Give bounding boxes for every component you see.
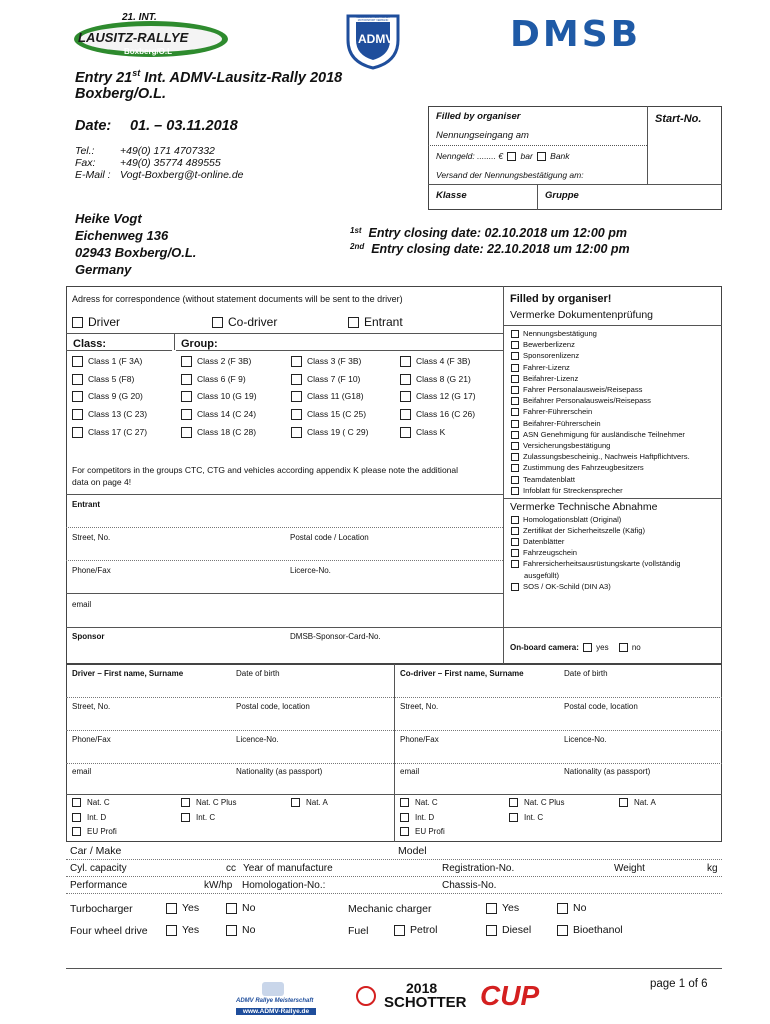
licence-type-checkbox[interactable] <box>400 813 409 822</box>
doc-check-item[interactable]: Sponsorenlizenz <box>511 351 579 360</box>
tech-checkbox[interactable] <box>511 583 519 591</box>
entrant-checkbox[interactable] <box>348 317 359 328</box>
class-checkbox[interactable] <box>291 409 302 420</box>
page-number: page 1 of 6 <box>650 978 708 990</box>
doc-check-item[interactable]: Bewerberlizenz <box>511 340 575 349</box>
class-note: For competitors in the groups CTC, CTG and vehicles according appendix K please note the additional data on page 4! <box>72 465 459 487</box>
lausitz-logo-main: LAUSITZ-RALLYE <box>78 30 189 45</box>
licence-type-checkbox[interactable] <box>72 827 81 836</box>
footer-divider <box>66 968 722 969</box>
fourwd-yes-checkbox[interactable] <box>166 925 177 936</box>
class-option[interactable]: Class 2 (F 3B) <box>181 356 251 367</box>
turbo-no-checkbox[interactable] <box>226 903 237 914</box>
class-checkbox[interactable] <box>72 427 83 438</box>
class-checkbox[interactable] <box>400 427 411 438</box>
mech-no-checkbox[interactable] <box>557 903 568 914</box>
sponsor-label: Sponsor <box>72 632 105 641</box>
licence-type-checkbox[interactable] <box>619 798 628 807</box>
doc-check-item[interactable]: ASN Genehmigung für ausländische Teilnehmer <box>511 430 685 439</box>
cup-emblem-icon <box>352 982 380 1010</box>
class-checkbox[interactable] <box>181 427 192 438</box>
tech-cont: ausgefüllt) <box>524 571 560 580</box>
licence-type-checkbox[interactable] <box>400 827 409 836</box>
class-checkbox[interactable] <box>181 391 192 402</box>
doc-check-item[interactable]: Fahrer-Führerschein <box>511 407 592 416</box>
bank-checkbox[interactable] <box>537 152 546 161</box>
doc-checkbox[interactable] <box>511 420 519 428</box>
driver-licence-type[interactable]: Nat. C <box>72 798 110 807</box>
doc-checkbox[interactable] <box>511 397 519 405</box>
class-option[interactable]: Class 7 (F 10) <box>291 374 360 385</box>
class-checkbox[interactable] <box>181 409 192 420</box>
lausitz-rally-logo <box>72 12 230 60</box>
doc-checkbox[interactable] <box>511 330 519 338</box>
doc-checkbox[interactable] <box>511 431 519 439</box>
address-city: 02943 Boxberg/O.L. <box>75 245 197 260</box>
org-nenngeld: Nenngeld: ........ € bar Bank <box>436 151 570 161</box>
address-block <box>75 210 196 278</box>
doc-checkbox[interactable] <box>511 442 519 450</box>
lausitz-logo-top: 21. INT. <box>122 12 157 23</box>
mech-label: Mechanic charger <box>348 903 432 915</box>
org-versand: Versand der Nennungsbestätigung am: <box>436 170 584 180</box>
turbo-label: Turbocharger <box>70 903 133 915</box>
doc-checkbox[interactable] <box>511 352 519 360</box>
doc-check-item[interactable]: Fahrer-Lizenz <box>511 363 570 372</box>
schotter-cup-logo: 2018 SCHOTTER CUP <box>356 980 556 1020</box>
turbo-yes[interactable]: Yes <box>166 902 199 914</box>
class-checkbox[interactable] <box>400 391 411 402</box>
tech-check-item[interactable]: Zertifikat der Sicherheitszelle (Käfig) <box>511 526 645 535</box>
dmsb-logo: DMSB <box>510 14 642 55</box>
driver-name-label: Driver – First name, Surname <box>72 669 184 678</box>
class-option[interactable]: Class K <box>400 427 445 438</box>
codriver-checkbox[interactable] <box>212 317 223 328</box>
tech-check-item[interactable]: Fahrzeugschein <box>511 548 577 557</box>
class-option[interactable]: Class 8 (G 21) <box>400 374 471 385</box>
tech-check-item[interactable]: Fahrersicherheitsausrüstungskarte (vollständig <box>511 559 680 568</box>
fourwd-no[interactable]: No <box>226 924 255 936</box>
class-option[interactable]: Class 4 (F 3B) <box>400 356 470 367</box>
class-checkbox[interactable] <box>291 374 302 385</box>
licence-type-checkbox[interactable] <box>181 798 190 807</box>
codriver-licence-type[interactable]: Nat. A <box>619 798 656 807</box>
doc-check-item[interactable]: Nennungsbestätigung <box>511 329 597 338</box>
class-checkbox[interactable] <box>72 391 83 402</box>
codriver-licence-type[interactable]: Nat. C Plus <box>509 798 564 807</box>
mech-yes-checkbox[interactable] <box>486 903 497 914</box>
entrant-phone: Phone/Fax <box>72 566 111 575</box>
bioethanol-checkbox[interactable] <box>557 925 568 936</box>
tech-checkbox[interactable] <box>511 527 519 535</box>
tech-checkbox[interactable] <box>511 549 519 557</box>
tech-checkbox[interactable] <box>511 538 519 546</box>
org-start-no: Start-No. <box>655 113 702 125</box>
docs-subtitle: Vermerke Dokumentenprüfung <box>510 309 653 321</box>
fax-value: +49(0) 35774 489555 <box>120 157 221 169</box>
class-checkbox[interactable] <box>181 356 192 367</box>
kg-label: kg <box>707 863 718 874</box>
car-model-label: Model <box>398 845 427 857</box>
doc-checkbox[interactable] <box>511 375 519 383</box>
homol-label: Homologation-No.: <box>242 880 326 891</box>
entry-title: Entry 21st Int. ADMV-Lausitz-Rally 2018 <box>75 68 343 86</box>
driver-street: Street, No. <box>72 702 111 711</box>
class-checkbox[interactable] <box>72 356 83 367</box>
fuel-diesel[interactable]: Diesel <box>486 924 531 936</box>
turbo-yes-checkbox[interactable] <box>166 903 177 914</box>
admv-logo <box>344 12 402 70</box>
class-checkbox[interactable] <box>400 409 411 420</box>
doc-checkbox[interactable] <box>511 476 519 484</box>
driver-licence-type[interactable]: Int. C <box>181 813 215 822</box>
driver-licence-type[interactable]: EU Profi <box>72 827 117 836</box>
class-option[interactable]: Class 19 ( C 29) <box>291 427 368 438</box>
cc-label: cc <box>226 863 236 874</box>
doc-checkbox[interactable] <box>511 386 519 394</box>
doc-check-item[interactable]: Fahrer Personalausweis/Reisepass <box>511 385 642 394</box>
doc-check-item[interactable]: Infoblatt für Streckensprecher <box>511 486 623 495</box>
entrant-postal: Postal code / Location <box>290 533 369 542</box>
class-option[interactable]: Class 17 (C 27) <box>72 427 147 438</box>
doc-check-item[interactable]: Zustimmung des Fahrzeugbesitzers <box>511 463 644 472</box>
class-checkbox[interactable] <box>400 374 411 385</box>
class-option[interactable]: Class 11 (G18) <box>291 391 364 402</box>
reg-label: Registration-No. <box>442 863 515 874</box>
doc-check-item[interactable]: Teamdatenblatt <box>511 475 575 484</box>
org-klasse: Klasse <box>436 190 467 201</box>
driver-postal: Postal code, location <box>236 702 310 711</box>
sponsor-card: DMSB-Sponsor-Card-No. <box>290 632 381 641</box>
address-street: Eichenweg 136 <box>75 228 169 243</box>
address-country: Germany <box>75 262 132 277</box>
kwhp-label: kW/hp <box>204 880 233 891</box>
class-option[interactable]: Class 6 (F 9) <box>181 374 246 385</box>
class-option[interactable]: Class 13 (C 23) <box>72 409 147 420</box>
camera-yes-checkbox[interactable] <box>583 643 592 652</box>
codriver-licence-type[interactable]: EU Profi <box>400 827 445 836</box>
class-option[interactable]: Class 5 (F8) <box>72 374 134 385</box>
corr-codriver[interactable]: Co-driver <box>212 315 277 329</box>
driver-licence-type[interactable]: Int. D <box>72 813 106 822</box>
driver-licence-type[interactable]: Nat. C Plus <box>181 798 236 807</box>
tel-value: +49(0) 171 4707332 <box>120 145 215 157</box>
licence-type-checkbox[interactable] <box>181 813 190 822</box>
licence-type-checkbox[interactable] <box>72 813 81 822</box>
class-checkbox[interactable] <box>291 391 302 402</box>
licence-type-checkbox[interactable] <box>509 798 518 807</box>
year-label: Year of manufacture <box>243 863 333 874</box>
entry-subtitle: Boxberg/O.L. <box>75 86 167 102</box>
codriver-licence-type[interactable]: Int. C <box>509 813 543 822</box>
date-value: 01. – 03.11.2018 <box>130 118 238 134</box>
class-checkbox[interactable] <box>291 427 302 438</box>
driver-phone: Phone/Fax <box>72 735 111 744</box>
licence-type-checkbox[interactable] <box>72 798 81 807</box>
class-option[interactable]: Class 3 (F 3B) <box>291 356 361 367</box>
class-checkbox[interactable] <box>72 374 83 385</box>
email-value: Vogt-Boxberg@t-online.de <box>120 169 244 181</box>
codriver-postal: Postal code, location <box>564 702 638 711</box>
codriver-street: Street, No. <box>400 702 439 711</box>
doc-check-item[interactable]: Beifahrer Personalausweis/Reisepass <box>511 396 651 405</box>
class-option[interactable]: Class 10 (G 19) <box>181 391 257 402</box>
codriver-email: email <box>400 767 420 776</box>
driver-nationality: Nationality (as passport) <box>236 767 323 776</box>
doc-checkbox[interactable] <box>511 464 519 472</box>
cyl-label: Cyl. capacity <box>70 863 127 874</box>
admv-logo-ring: ALLGEMEINER DEUTSCHER MOTORSPORT VERBAND <box>355 16 391 22</box>
driver-checkbox[interactable] <box>72 317 83 328</box>
doc-checkbox[interactable] <box>511 341 519 349</box>
diesel-checkbox[interactable] <box>486 925 497 936</box>
org-nennungseingang: Nennungseingang am <box>436 130 529 141</box>
tech-check-item[interactable]: SOS / OK-Schild (DIN A3) <box>511 582 611 591</box>
licence-type-checkbox[interactable] <box>291 798 300 807</box>
car-make-label: Car / Make <box>70 845 122 857</box>
driver-licence: Licence-No. <box>236 735 279 744</box>
codriver-licence-type[interactable]: Nat. C <box>400 798 438 807</box>
licence-type-checkbox[interactable] <box>400 798 409 807</box>
doc-check-item[interactable]: Beifahrer-Führerschein <box>511 419 601 428</box>
fourwd-yes[interactable]: Yes <box>166 924 199 936</box>
entrant-street: Street, No. <box>72 533 111 542</box>
driver-email: email <box>72 767 92 776</box>
codriver-dob-label: Date of birth <box>564 669 608 678</box>
fuel-petrol[interactable]: Petrol <box>394 924 437 936</box>
class-option[interactable]: Class 16 (C 26) <box>400 409 475 420</box>
group-label: Group: <box>181 338 218 350</box>
email-label: E-Mail : <box>75 169 111 181</box>
class-label: Class: <box>73 338 107 350</box>
class-option[interactable]: Class 18 (C 28) <box>181 427 256 438</box>
admv-logo-text: ADMV <box>358 32 394 46</box>
doc-checkbox[interactable] <box>511 453 519 461</box>
tech-checkbox[interactable] <box>511 560 519 568</box>
entrant-licence: Licerce-No. <box>290 566 331 575</box>
mech-no[interactable]: No <box>557 902 586 914</box>
weight-label: Weight <box>614 863 645 874</box>
driver-dob-label: Date of birth <box>236 669 280 678</box>
class-option[interactable]: Class 1 (F 3A) <box>72 356 142 367</box>
tel-label: Tel.: <box>75 145 95 157</box>
turbo-no[interactable]: No <box>226 902 255 914</box>
chassis-label: Chassis-No. <box>442 880 497 891</box>
class-option[interactable]: Class 9 (G 20) <box>72 391 143 402</box>
corr-entrant[interactable]: Entrant <box>348 315 403 329</box>
tech-title: Vermerke Technische Abnahme <box>510 501 658 513</box>
fourwd-label: Four wheel drive <box>70 925 148 937</box>
correspondence-label: Adress for correspondence (without statement documents will be sent to the driver) <box>72 294 403 304</box>
class-checkbox[interactable] <box>400 356 411 367</box>
doc-check-item[interactable]: Zulassungsbescheinig., Nachweis Haftpflichtvers. <box>511 452 690 461</box>
fuel-label: Fuel <box>348 925 369 937</box>
class-checkbox[interactable] <box>291 356 302 367</box>
corr-driver[interactable]: Driver <box>72 315 120 329</box>
codriver-name-label: Co-driver – First name, Surname <box>400 669 524 678</box>
codriver-licence-type[interactable]: Int. D <box>400 813 434 822</box>
mech-yes[interactable]: Yes <box>486 902 519 914</box>
doc-checkbox[interactable] <box>511 408 519 416</box>
driver-licence-type[interactable]: Nat. A <box>291 798 328 807</box>
entrant-label: Entrant <box>72 500 100 509</box>
fuel-bio[interactable]: Bioethanol <box>557 924 623 936</box>
doc-checkbox[interactable] <box>511 364 519 372</box>
class-option[interactable]: Class 14 (C 24) <box>181 409 256 420</box>
camera-row: On-board camera: yes no <box>510 643 641 652</box>
doc-check-item[interactable]: Beifahrer-Lizenz <box>511 374 578 383</box>
address-name: Heike Vogt <box>75 211 142 226</box>
closing-date-1: $^{1st}$ Entry closing date: 02.10.2018 um 12:00 pm <box>350 226 627 240</box>
docs-title: Filled by organiser! <box>510 293 612 305</box>
codriver-licence: Licence-No. <box>564 735 607 744</box>
tech-check-item[interactable]: Datenblätter <box>511 537 564 546</box>
class-checkbox[interactable] <box>72 409 83 420</box>
licence-type-checkbox[interactable] <box>509 813 518 822</box>
lausitz-logo-bottom: Boxberg/O.L <box>124 47 173 56</box>
closing-date-2: $^{2nd}$ Entry closing date: 22.10.2018 um 12:00 pm <box>350 242 630 256</box>
org-gruppe: Gruppe <box>545 190 579 201</box>
tech-check-item[interactable]: Homologationsblatt (Original) <box>511 515 621 524</box>
class-option[interactable]: Class 12 (G 17) <box>400 391 476 402</box>
codriver-phone: Phone/Fax <box>400 735 439 744</box>
fourwd-no-checkbox[interactable] <box>226 925 237 936</box>
date-label: Date: <box>75 118 112 134</box>
org-filled-by: Filled by organiser <box>436 111 521 122</box>
fax-label: Fax: <box>75 157 96 169</box>
doc-checkbox[interactable] <box>511 487 519 495</box>
doc-check-item[interactable]: Versicherungsbestätigung <box>511 441 610 450</box>
petrol-checkbox[interactable] <box>394 925 405 936</box>
bar-checkbox[interactable] <box>507 152 516 161</box>
class-checkbox[interactable] <box>181 374 192 385</box>
class-option[interactable]: Class 15 (C 25) <box>291 409 366 420</box>
entrant-email: email <box>72 600 92 609</box>
codriver-nationality: Nationality (as passport) <box>564 767 651 776</box>
camera-no-checkbox[interactable] <box>619 643 628 652</box>
performance-label: Performance <box>70 880 128 891</box>
tech-checkbox[interactable] <box>511 516 519 524</box>
admv-meister-logo: ADMV Rallye Meisterschaft www.ADMV-Rallye.de <box>236 982 316 1020</box>
